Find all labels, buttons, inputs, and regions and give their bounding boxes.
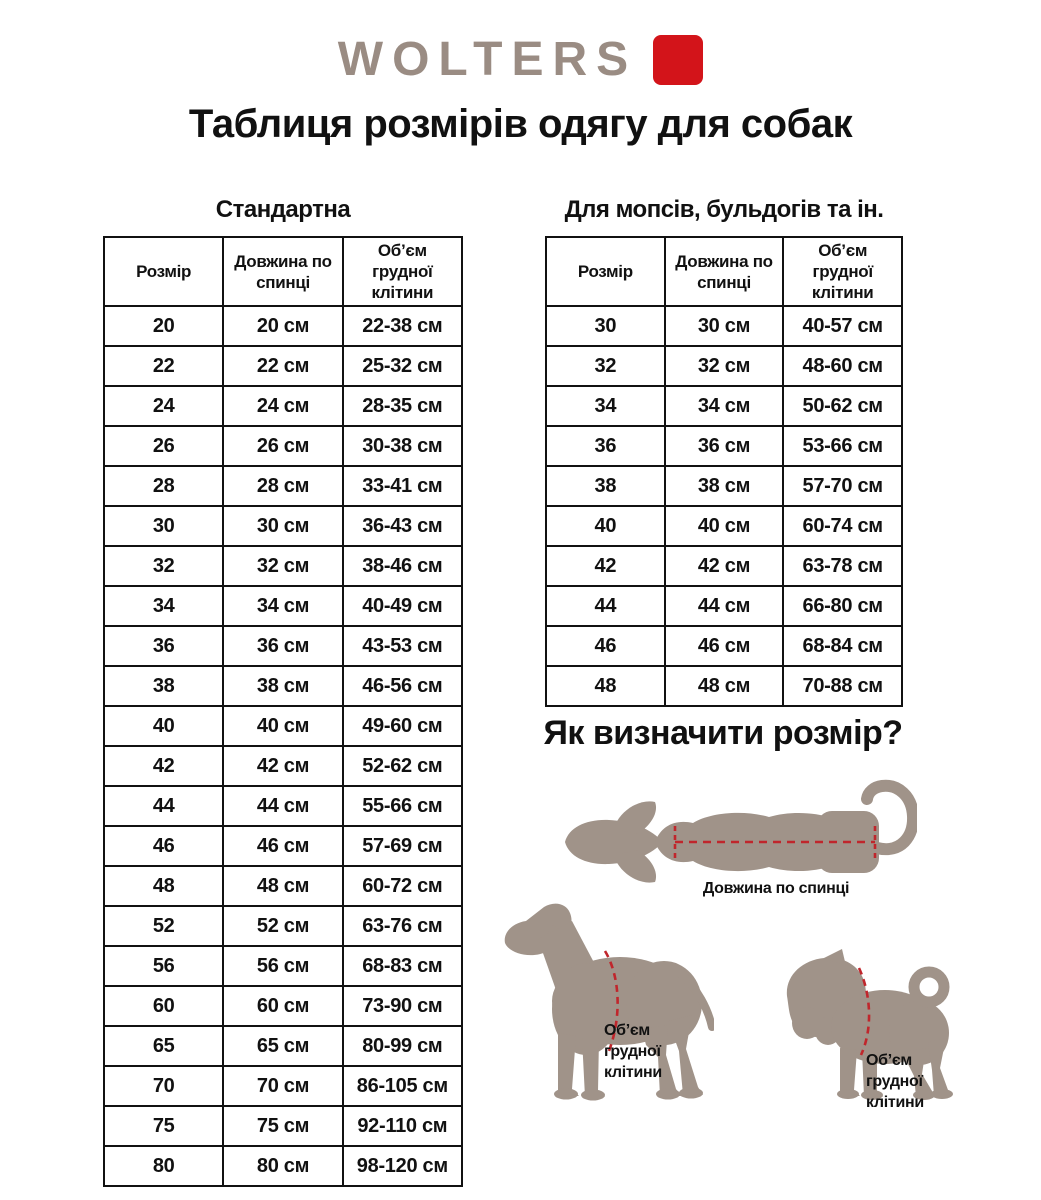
- table-cell: 36: [104, 626, 223, 666]
- table-cell: 56 см: [223, 946, 342, 986]
- table-cell: 46-56 см: [343, 666, 462, 706]
- table-cell: 38 см: [665, 466, 784, 506]
- table-cell: 73-90 см: [343, 986, 462, 1026]
- table-row: [546, 306, 902, 346]
- table-cell: 28-35 см: [343, 386, 462, 426]
- pug-table-title: Для мопсів, бульдогів та ін.: [564, 196, 884, 223]
- table-cell: 32: [546, 346, 665, 386]
- table-cell: 75 см: [223, 1106, 342, 1146]
- table-cell: 68-83 см: [343, 946, 462, 986]
- table-cell: 22: [104, 346, 223, 386]
- table-row: [546, 346, 902, 386]
- table-cell: 44 см: [665, 586, 784, 626]
- table-cell: 26: [104, 426, 223, 466]
- table-cell: 66-80 см: [783, 586, 902, 626]
- table-row: [104, 386, 462, 426]
- table-cell: 63-78 см: [783, 546, 902, 586]
- standard-table-title: Стандартна: [215, 196, 351, 223]
- table-row: [546, 626, 902, 666]
- table-cell: 30: [104, 506, 223, 546]
- table-cell: 22-38 см: [343, 306, 462, 346]
- table-cell: 80 см: [223, 1146, 342, 1186]
- table-cell: 34: [546, 386, 665, 426]
- table-cell: 20: [104, 306, 223, 346]
- table-cell: 44: [104, 786, 223, 826]
- table-cell: 40-57 см: [783, 306, 902, 346]
- column-header-back-length: Довжина по спинці: [665, 237, 784, 306]
- table-cell: 65 см: [223, 1026, 342, 1066]
- table-row: [104, 426, 462, 466]
- table-cell: 63-76 см: [343, 906, 462, 946]
- table-cell: 42: [104, 746, 223, 786]
- table-cell: 40 см: [223, 706, 342, 746]
- table-cell: 30: [546, 306, 665, 346]
- chest-label-line: клітини: [604, 1064, 662, 1081]
- table-row: [104, 826, 462, 866]
- pug-bulldog-sizes-section: [545, 196, 903, 707]
- table-cell: 60: [104, 986, 223, 1026]
- dog-top-view-silhouette-icon: [557, 764, 917, 886]
- table-cell: 34: [104, 586, 223, 626]
- table-cell: 80-99 см: [343, 1026, 462, 1066]
- column-header-chest-girth: Об’єм грудної клітини: [783, 237, 902, 306]
- table-cell: 70: [104, 1066, 223, 1106]
- brand-logo-text: WOLTERS: [337, 33, 638, 86]
- column-header-back-length: Довжина по спинці: [223, 237, 342, 306]
- table-row: [104, 306, 462, 346]
- table-row: [104, 786, 462, 826]
- table-row: [104, 1066, 462, 1106]
- table-cell: 70-88 см: [783, 666, 902, 706]
- table-cell: 34 см: [665, 386, 784, 426]
- table-cell: 24 см: [223, 386, 342, 426]
- table-header: [546, 237, 902, 306]
- table-cell: 33-41 см: [343, 466, 462, 506]
- table-row: [104, 1146, 462, 1186]
- table-cell: 48 см: [223, 866, 342, 906]
- table-cell: 46: [104, 826, 223, 866]
- table-cell: 46: [546, 626, 665, 666]
- table-cell: 30-38 см: [343, 426, 462, 466]
- pug-size-table: [545, 236, 903, 707]
- table-cell: 28 см: [223, 466, 342, 506]
- column-header-chest-girth: Об’єм грудної клітини: [343, 237, 462, 306]
- table-row: [546, 666, 902, 706]
- table-cell: 36 см: [223, 626, 342, 666]
- chest-girth-label: [866, 1050, 924, 1113]
- table-cell: 86-105 см: [343, 1066, 462, 1106]
- table-cell: 38 см: [223, 666, 342, 706]
- table-cell: 60-74 см: [783, 506, 902, 546]
- table-cell: 40: [546, 506, 665, 546]
- table-cell: 55-66 см: [343, 786, 462, 826]
- table-cell: 52-62 см: [343, 746, 462, 786]
- table-row: [104, 466, 462, 506]
- table-row: [104, 586, 462, 626]
- table-cell: 50-62 см: [783, 386, 902, 426]
- table-cell: 38-46 см: [343, 546, 462, 586]
- table-header: [104, 237, 462, 306]
- chest-label-line: Об’єм: [604, 1022, 650, 1039]
- table-cell: 36: [546, 426, 665, 466]
- table-cell: 56: [104, 946, 223, 986]
- table-cell: 22 см: [223, 346, 342, 386]
- table-body: [104, 306, 462, 1186]
- table-row: [104, 666, 462, 706]
- table-row: [104, 746, 462, 786]
- column-header-size: Розмір: [546, 237, 665, 306]
- standard-sizes-section: [103, 196, 463, 1187]
- table-cell: 65: [104, 1026, 223, 1066]
- table-cell: 40-49 см: [343, 586, 462, 626]
- table-row: [104, 906, 462, 946]
- table-row: [546, 546, 902, 586]
- brand-logo-red-square-icon: [653, 35, 703, 85]
- chest-label-line: Об’єм: [866, 1052, 912, 1069]
- table-header-row: [104, 237, 462, 306]
- table-cell: 42 см: [223, 746, 342, 786]
- table-row: [104, 1106, 462, 1146]
- table-cell: 75: [104, 1106, 223, 1146]
- table-cell: 32: [104, 546, 223, 586]
- table-cell: 38: [104, 666, 223, 706]
- table-cell: 49-60 см: [343, 706, 462, 746]
- table-cell: 46 см: [223, 826, 342, 866]
- table-row: [104, 1026, 462, 1066]
- table-cell: 70 см: [223, 1066, 342, 1106]
- table-row: [546, 426, 902, 466]
- table-cell: 60 см: [223, 986, 342, 1026]
- table-cell: 30 см: [223, 506, 342, 546]
- table-row: [104, 986, 462, 1026]
- column-header-size: Розмір: [104, 237, 223, 306]
- table-cell: 46 см: [665, 626, 784, 666]
- chest-label-line: клітини: [866, 1094, 924, 1111]
- table-header-row: [546, 237, 902, 306]
- table-row: [104, 506, 462, 546]
- table-cell: 92-110 см: [343, 1106, 462, 1146]
- chest-label-line: грудної: [866, 1073, 923, 1090]
- table-cell: 36-43 см: [343, 506, 462, 546]
- table-cell: 25-32 см: [343, 346, 462, 386]
- table-row: [104, 346, 462, 386]
- table-cell: 60-72 см: [343, 866, 462, 906]
- table-cell: 48 см: [665, 666, 784, 706]
- table-cell: 40: [104, 706, 223, 746]
- table-body: [546, 306, 902, 706]
- brand-logo: [0, 34, 1041, 86]
- table-cell: 26 см: [223, 426, 342, 466]
- table-cell: 48: [104, 866, 223, 906]
- table-cell: 68-84 см: [783, 626, 902, 666]
- table-cell: 48: [546, 666, 665, 706]
- standard-size-table: [103, 236, 463, 1187]
- dog-top-view-diagram: [557, 764, 917, 886]
- table-row: [104, 706, 462, 746]
- table-cell: 48-60 см: [783, 346, 902, 386]
- table-row: [104, 866, 462, 906]
- table-cell: 30 см: [665, 306, 784, 346]
- table-cell: 98-120 см: [343, 1146, 462, 1186]
- table-cell: 52: [104, 906, 223, 946]
- table-row: [104, 626, 462, 666]
- table-cell: 38: [546, 466, 665, 506]
- table-cell: 36 см: [665, 426, 784, 466]
- page-title: Таблиця розмірів одягу для собак: [188, 102, 853, 146]
- table-row: [104, 946, 462, 986]
- table-row: [546, 586, 902, 626]
- table-cell: 32 см: [223, 546, 342, 586]
- table-row: [104, 546, 462, 586]
- table-cell: 43-53 см: [343, 626, 462, 666]
- table-cell: 24: [104, 386, 223, 426]
- table-cell: 34 см: [223, 586, 342, 626]
- table-row: [546, 466, 902, 506]
- table-cell: 32 см: [665, 346, 784, 386]
- table-cell: 57-70 см: [783, 466, 902, 506]
- how-to-measure-title: Як визначити розмір?: [543, 714, 903, 752]
- table-cell: 52 см: [223, 906, 342, 946]
- table-cell: 80: [104, 1146, 223, 1186]
- table-row: [546, 506, 902, 546]
- back-length-label: Довжина по спинці: [702, 880, 850, 897]
- table-row: [546, 386, 902, 426]
- table-cell: 42 см: [665, 546, 784, 586]
- chest-girth-label: [604, 1020, 662, 1083]
- table-cell: 28: [104, 466, 223, 506]
- chest-label-line: грудної: [604, 1043, 661, 1060]
- table-cell: 20 см: [223, 306, 342, 346]
- table-cell: 42: [546, 546, 665, 586]
- table-cell: 40 см: [665, 506, 784, 546]
- table-cell: 44: [546, 586, 665, 626]
- table-cell: 53-66 см: [783, 426, 902, 466]
- table-cell: 44 см: [223, 786, 342, 826]
- table-cell: 57-69 см: [343, 826, 462, 866]
